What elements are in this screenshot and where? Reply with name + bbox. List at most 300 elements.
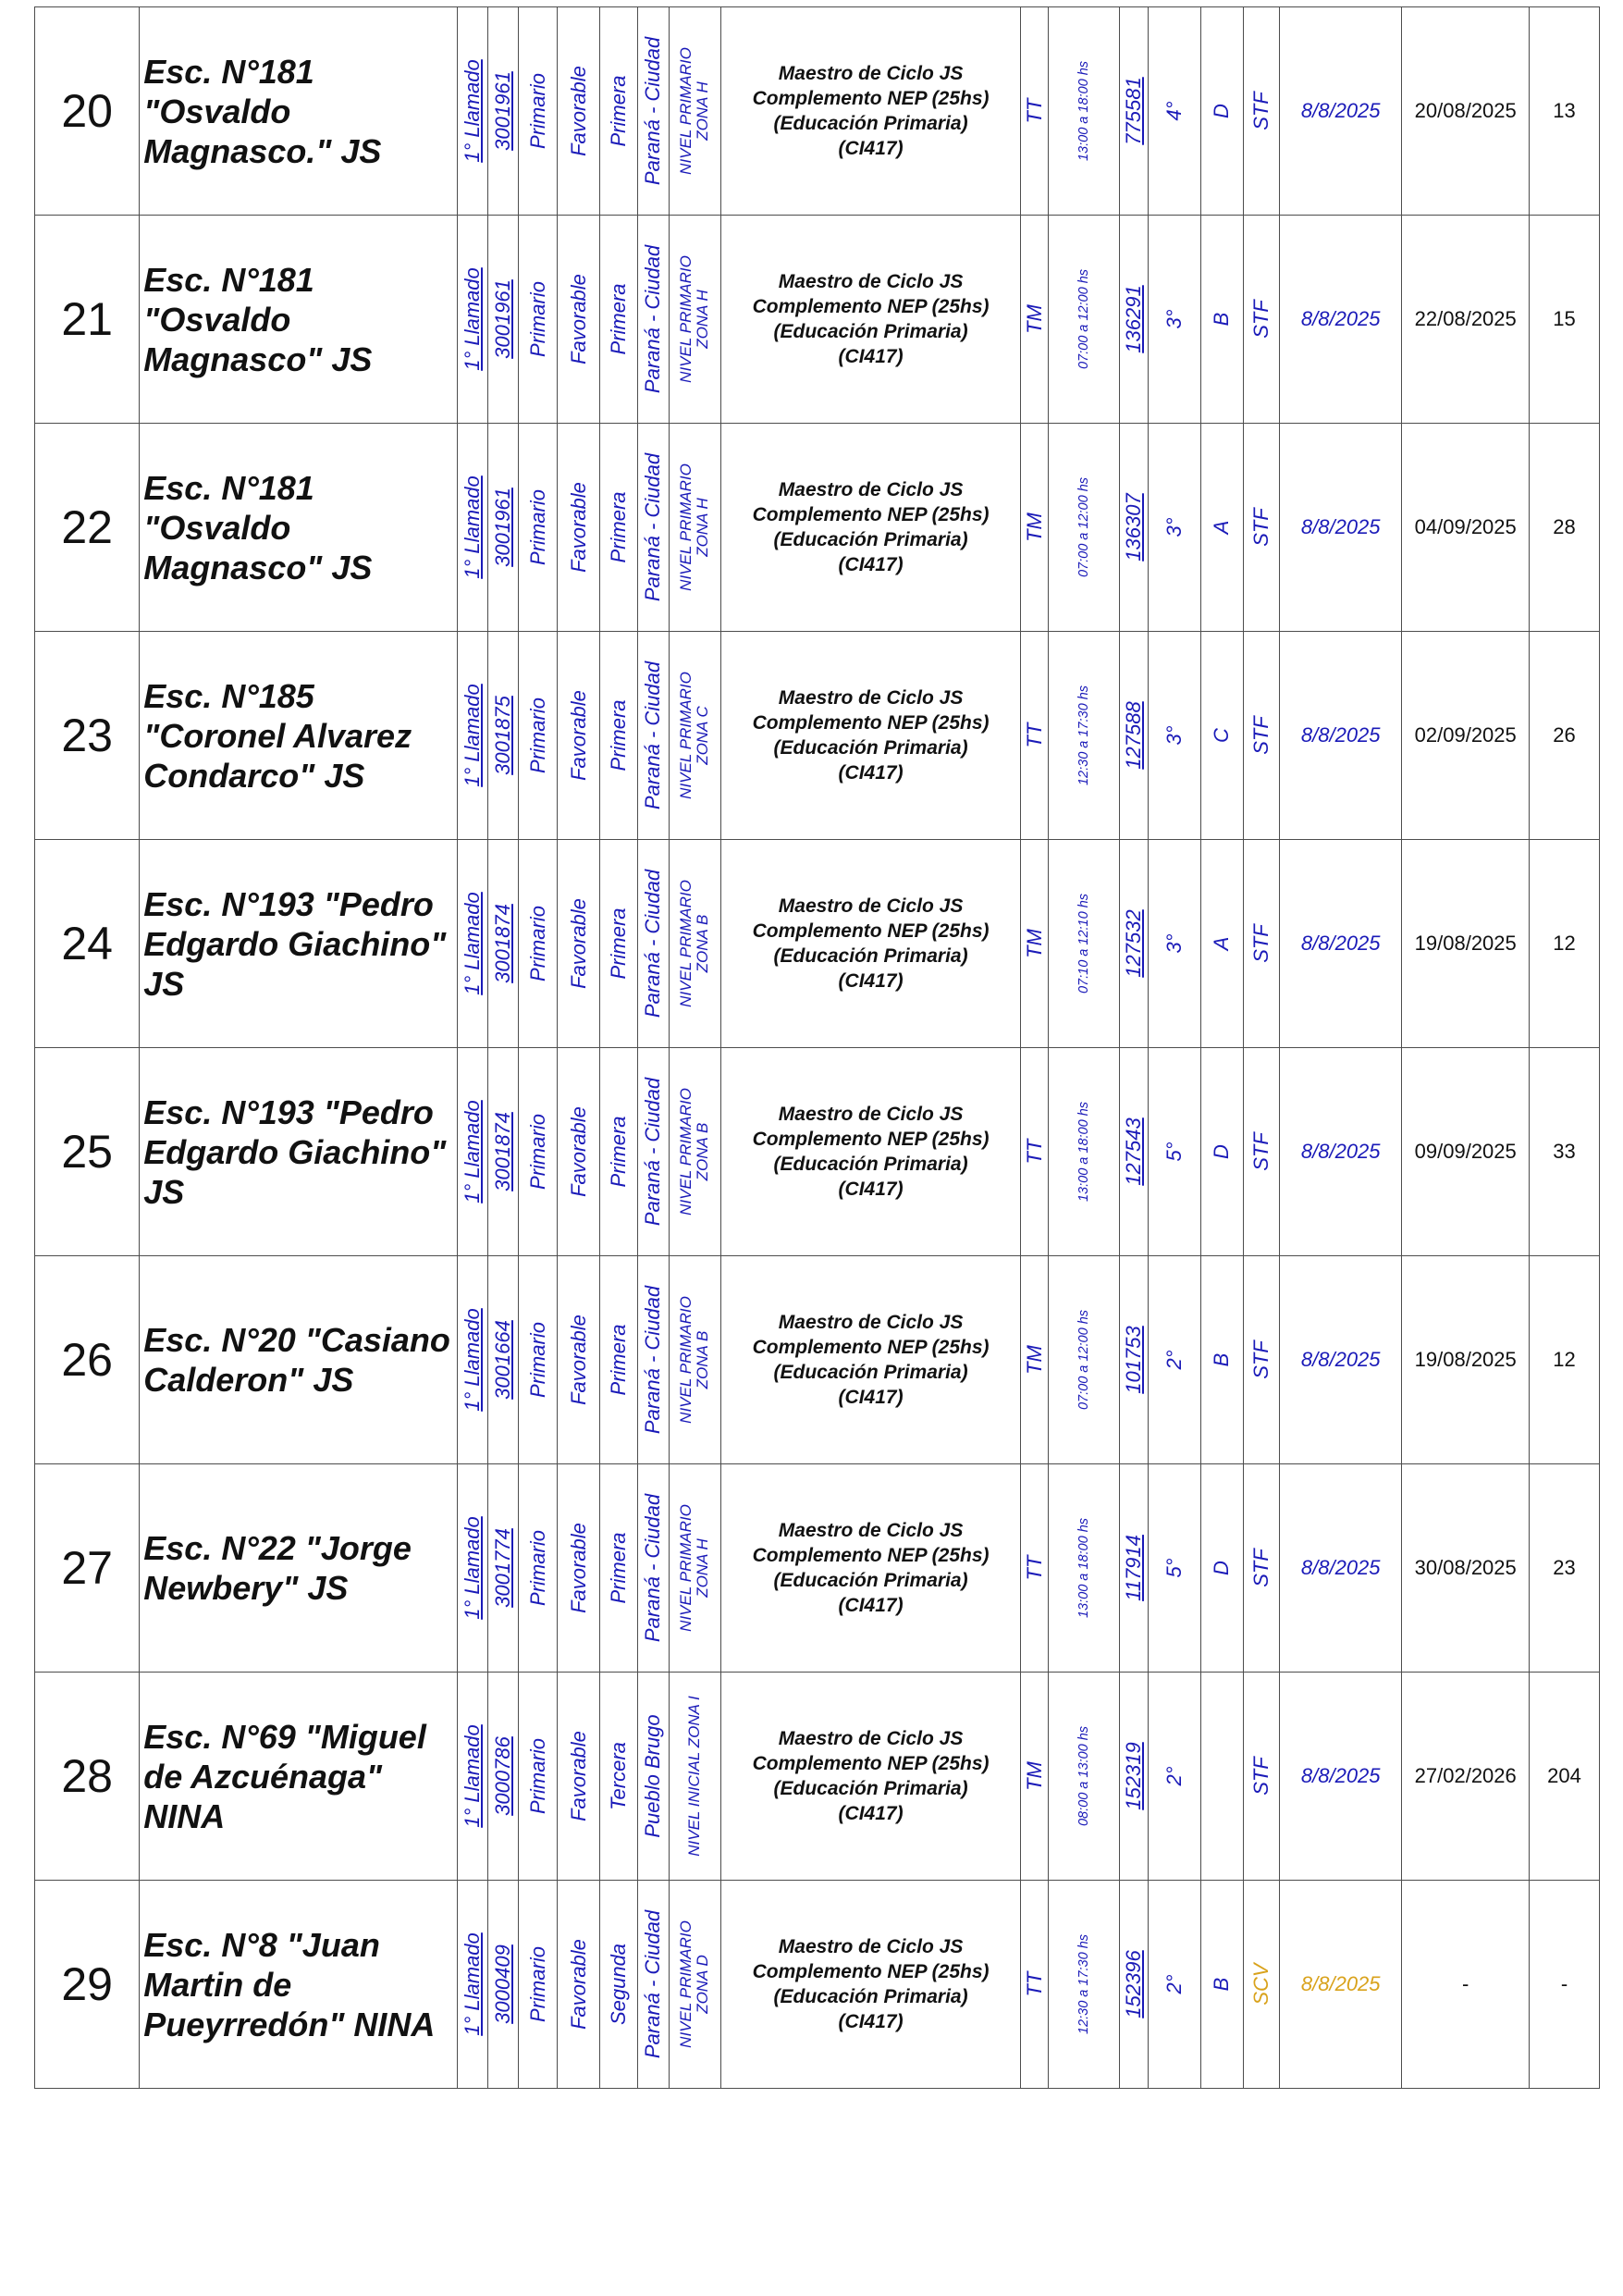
horario: 13:00 a 18:00 hs [1076,60,1092,162]
codigo: 775581 [1122,77,1146,145]
grado: 2° [1162,1766,1187,1786]
nivel-educativo: Primario [525,1530,549,1606]
cargo-line: (Educación Primaria) [773,1362,968,1383]
situacion-cell [1243,424,1279,632]
nivel-educativo-cell [518,1464,557,1673]
dias-count: - [1529,1881,1599,2089]
table-row [35,216,1600,424]
nivel-zona-line: ZONA B [694,1122,712,1181]
dias-count: 12 [1529,1256,1599,1464]
zona-favorable-cell [558,216,600,424]
dias-count: 23 [1529,1464,1599,1673]
fecha-hasta: - [1402,1881,1530,2089]
situacion: STF [1248,924,1273,963]
cargo [721,216,1021,424]
cargo-line: Maestro de Ciclo JS [778,63,964,84]
cargo-line: Maestro de Ciclo JS [778,1936,964,1957]
cargo-line: Complemento NEP (25hs) [752,1337,990,1358]
situacion: STF [1248,300,1273,339]
cargo [721,7,1021,216]
turno: TT [1022,1555,1046,1581]
categoria: Primera [607,283,631,355]
categoria-cell [599,1881,637,2089]
codigo-cell [1120,1256,1149,1464]
cue-code-cell [488,424,518,632]
nivel-zona [678,463,711,591]
dias-count: 13 [1529,7,1599,216]
nivel-zona [678,47,711,175]
horario: 12:30 a 17:30 hs [1076,1933,1092,2035]
zona-favorable: Favorable [566,898,590,989]
nivel-educativo-cell [518,424,557,632]
categoria-cell [599,1673,637,1881]
cargo-line: (CI417) [838,138,904,159]
cue-code-cell [488,1673,518,1881]
llamado: 1° Llamado [461,892,485,995]
dias-count: 204 [1529,1673,1599,1881]
localidad: Paraná - Ciudad [641,660,665,810]
nivel-zona [686,1696,703,1857]
localidad-cell [638,1048,669,1256]
localidad: Paraná - Ciudad [641,1285,665,1435]
codigo-cell [1120,1464,1149,1673]
categoria: Primera [607,699,631,772]
nivel-educativo: Primario [525,1946,549,2022]
seccion-cell [1201,840,1244,1048]
codigo-cell [1120,424,1149,632]
horario-cell [1049,1256,1120,1464]
seccion: A [1210,936,1234,951]
situacion-cell [1243,1256,1279,1464]
cargo [721,1048,1021,1256]
turno-cell [1020,840,1048,1048]
categoria-cell [599,424,637,632]
fecha-inicio: 8/8/2025 [1279,424,1401,632]
dias-count: 28 [1529,424,1599,632]
grado: 3° [1162,725,1187,746]
cue-code: 3001875 [491,696,515,775]
fecha-inicio: 8/8/2025 [1279,7,1401,216]
turno: TT [1022,1971,1046,1997]
nivel-zona-line: ZONA H [694,290,712,349]
zona-favorable-cell [558,1881,600,2089]
fecha-hasta: 19/08/2025 [1402,1256,1530,1464]
cargo [721,1464,1021,1673]
localidad-cell [638,840,669,1048]
codigo: 136291 [1122,285,1146,353]
situacion-cell [1243,1464,1279,1673]
seccion: A [1210,520,1234,535]
fecha-inicio: 8/8/2025 [1279,1881,1401,2089]
grado: 4° [1162,101,1187,121]
situacion-cell [1243,1673,1279,1881]
cargo-line: Complemento NEP (25hs) [752,88,990,109]
nivel-zona-line: NIVEL PRIMARIO [677,1920,695,2048]
grado-cell [1149,1881,1201,2089]
nivel-zona-cell [669,1673,721,1881]
localidad: Paraná - Ciudad [641,1909,665,2059]
cargo-line: (CI417) [838,1803,904,1824]
fecha-inicio: 8/8/2025 [1279,1673,1401,1881]
codigo-cell [1120,216,1149,424]
llamado-cell [458,1673,488,1881]
llamado: 1° Llamado [461,1100,485,1204]
situacion: STF [1248,92,1273,130]
fecha-hasta: 19/08/2025 [1402,840,1530,1048]
localidad: Paraná - Ciudad [641,1493,665,1643]
llamado-cell [458,632,488,840]
localidad: Paraná - Ciudad [641,1077,665,1227]
seccion-cell [1201,7,1244,216]
nivel-educativo: Primario [525,489,549,565]
cargo-line: (CI417) [838,762,904,784]
nivel-educativo-cell [518,632,557,840]
fecha-inicio: 8/8/2025 [1279,216,1401,424]
nivel-educativo: Primario [525,1114,549,1190]
dias-count: 15 [1529,216,1599,424]
nivel-zona [678,1296,711,1424]
seccion-cell [1201,632,1244,840]
nivel-zona-line: ZONA H [694,81,712,141]
horario-cell [1049,1881,1120,2089]
cargo-line: (CI417) [838,346,904,367]
grado: 2° [1162,1974,1187,1994]
cargo-line: (CI417) [838,2011,904,2032]
row-number: 25 [35,1048,140,1256]
table-row [35,632,1600,840]
cargo [721,840,1021,1048]
seccion: C [1210,728,1234,743]
turno-cell [1020,424,1048,632]
zona-favorable-cell [558,840,600,1048]
cue-code-cell [488,840,518,1048]
zona-favorable: Favorable [566,66,590,156]
horario: 07:10 a 12:10 hs [1076,893,1092,994]
zona-favorable: Favorable [566,1315,590,1405]
nivel-educativo-cell [518,7,557,216]
seccion: B [1210,1977,1234,1992]
nivel-educativo-cell [518,840,557,1048]
zona-favorable: Favorable [566,1106,590,1197]
seccion: B [1210,1352,1234,1367]
grado-cell [1149,1256,1201,1464]
categoria-cell [599,840,637,1048]
nivel-zona-line: NIVEL PRIMARIO [677,463,695,591]
turno-cell [1020,1256,1048,1464]
situacion-cell [1243,216,1279,424]
fecha-inicio: 8/8/2025 [1279,1256,1401,1464]
cargo-line: Maestro de Ciclo JS [778,1520,964,1541]
zona-favorable-cell [558,424,600,632]
cargo-line: Maestro de Ciclo JS [778,271,964,292]
table-row [35,840,1600,1048]
situacion: STF [1248,1340,1273,1379]
dias-count: 12 [1529,840,1599,1048]
horario-cell [1049,216,1120,424]
nivel-zona-line: ZONA B [694,1330,712,1389]
nivel-zona-cell [669,1048,721,1256]
zona-favorable-cell [558,7,600,216]
table-row [35,1256,1600,1464]
categoria: Primera [607,491,631,563]
situacion: STF [1248,508,1273,547]
cargo-line: Complemento NEP (25hs) [752,1961,990,1982]
turno: TT [1022,98,1046,124]
school-name: Esc. N°181 "Osvaldo Magnasco" JS [140,216,458,424]
nivel-zona-cell [669,1464,721,1673]
llamado-cell [458,840,488,1048]
llamado: 1° Llamado [461,475,485,579]
zona-favorable: Favorable [566,1939,590,2030]
localidad-cell [638,632,669,840]
cargo [721,424,1021,632]
codigo-cell [1120,1673,1149,1881]
zona-favorable: Favorable [566,482,590,573]
nivel-educativo: Primario [525,73,549,149]
zona-favorable: Favorable [566,690,590,781]
llamado-cell [458,1464,488,1673]
llamado-cell [458,7,488,216]
fecha-hasta: 09/09/2025 [1402,1048,1530,1256]
turno: TM [1022,304,1046,334]
cargo [721,1673,1021,1881]
nivel-educativo: Primario [525,906,549,981]
nivel-educativo: Primario [525,1322,549,1398]
nivel-zona-cell [669,424,721,632]
seccion-cell [1201,1256,1244,1464]
nivel-educativo-cell [518,1881,557,2089]
grado: 3° [1162,933,1187,954]
school-name: Esc. N°8 "Juan Martin de Pueyrredón" NINA [140,1881,458,2089]
cue-code-cell [488,632,518,840]
situacion: STF [1248,716,1273,755]
horario-cell [1049,1673,1120,1881]
nivel-zona-line: ZONA H [694,498,712,557]
fecha-inicio: 8/8/2025 [1279,1048,1401,1256]
cue-code: 3001774 [491,1528,515,1608]
cargo-line: (Educación Primaria) [773,1154,968,1175]
localidad-cell [638,216,669,424]
localidad-cell [638,1881,669,2089]
categoria-cell [599,1464,637,1673]
situacion-cell [1243,632,1279,840]
localidad-cell [638,1673,669,1881]
nivel-zona [678,672,711,799]
seccion-cell [1201,1881,1244,2089]
school-name: Esc. N°181 "Osvaldo Magnasco" JS [140,424,458,632]
turno-cell [1020,7,1048,216]
localidad-cell [638,1256,669,1464]
row-number: 20 [35,7,140,216]
nivel-zona [678,880,711,1007]
categoria: Tercera [607,1742,631,1810]
localidad: Paraná - Ciudad [641,452,665,602]
nivel-zona-line: NIVEL INICIAL ZONA I [685,1696,704,1857]
school-name: Esc. N°193 "Pedro Edgardo Giachino" JS [140,1048,458,1256]
cargo-line: (Educación Primaria) [773,945,968,967]
horario-cell [1049,424,1120,632]
cue-code: 3001664 [491,1320,515,1400]
nivel-educativo-cell [518,1048,557,1256]
cue-code: 3001961 [491,71,515,151]
nivel-zona-line: NIVEL PRIMARIO [677,1504,695,1632]
fecha-hasta: 02/09/2025 [1402,632,1530,840]
grado-cell [1149,216,1201,424]
cargo-line: (CI417) [838,1387,904,1408]
grado-cell [1149,840,1201,1048]
categoria-cell [599,1256,637,1464]
zona-favorable-cell [558,1048,600,1256]
cargo-line: (Educación Primaria) [773,1778,968,1799]
cue-code-cell [488,1256,518,1464]
turno: TM [1022,1761,1046,1791]
turno: TT [1022,1139,1046,1165]
nivel-zona-line: ZONA D [694,1955,712,2014]
llamado-cell [458,1048,488,1256]
nivel-zona-line: NIVEL PRIMARIO [677,1296,695,1424]
nivel-zona-line: ZONA H [694,1538,712,1598]
nivel-educativo-cell [518,1673,557,1881]
horario: 08:00 a 13:00 hs [1076,1725,1092,1827]
localidad: Paraná - Ciudad [641,244,665,394]
school-name: Esc. N°193 "Pedro Edgardo Giachino" JS [140,840,458,1048]
row-number: 26 [35,1256,140,1464]
nivel-zona-cell [669,7,721,216]
seccion-cell [1201,1048,1244,1256]
categoria-cell [599,1048,637,1256]
categoria: Primera [607,907,631,980]
categoria: Primera [607,1324,631,1396]
fecha-hasta: 04/09/2025 [1402,424,1530,632]
seccion-cell [1201,1673,1244,1881]
grado-cell [1149,632,1201,840]
grado: 2° [1162,1350,1187,1370]
grado-cell [1149,1673,1201,1881]
turno-cell [1020,1881,1048,2089]
nivel-zona-line: NIVEL PRIMARIO [677,880,695,1007]
seccion-cell [1201,216,1244,424]
grado: 5° [1162,1142,1187,1162]
localidad-cell [638,1464,669,1673]
horario-cell [1049,1048,1120,1256]
llamado: 1° Llamado [461,684,485,787]
codigo-cell [1120,1048,1149,1256]
fecha-inicio: 8/8/2025 [1279,632,1401,840]
cargo-line: Complemento NEP (25hs) [752,920,990,942]
cue-code-cell [488,1464,518,1673]
turno-cell [1020,1673,1048,1881]
cargo [721,1881,1021,2089]
cargo-line: Complemento NEP (25hs) [752,1753,990,1774]
row-number: 23 [35,632,140,840]
cargo [721,632,1021,840]
localidad: Paraná - Ciudad [641,36,665,186]
nivel-zona [678,1920,711,2048]
table-row [35,1673,1600,1881]
row-number: 21 [35,216,140,424]
horario-cell [1049,7,1120,216]
cargo-line: (CI417) [838,1179,904,1200]
llamado: 1° Llamado [461,1724,485,1828]
nivel-educativo: Primario [525,697,549,773]
horario: 12:30 a 17:30 hs [1076,685,1092,786]
cargo-line: Complemento NEP (25hs) [752,1545,990,1566]
llamado-cell [458,1881,488,2089]
cargo [721,1256,1021,1464]
zona-favorable-cell [558,1256,600,1464]
fecha-inicio: 8/8/2025 [1279,1464,1401,1673]
cue-code: 3000409 [491,1944,515,2024]
turno: TT [1022,722,1046,748]
nivel-zona [678,1504,711,1632]
turno: TM [1022,512,1046,542]
seccion: B [1210,312,1234,327]
situacion: STF [1248,1549,1273,1587]
turno-cell [1020,632,1048,840]
table-row [35,7,1600,216]
nivel-educativo: Primario [525,281,549,357]
cue-code-cell [488,1881,518,2089]
llamado: 1° Llamado [461,1308,485,1412]
cargo-line: Maestro de Ciclo JS [778,1104,964,1125]
zona-favorable-cell [558,1673,600,1881]
turno: TM [1022,929,1046,958]
cargo-line: Maestro de Ciclo JS [778,1728,964,1749]
situacion: STF [1248,1132,1273,1171]
cargo-line: (Educación Primaria) [773,321,968,342]
cargo-line: (Educación Primaria) [773,529,968,550]
cue-code-cell [488,1048,518,1256]
codigo-cell [1120,840,1149,1048]
llamado-cell [458,1256,488,1464]
zona-favorable: Favorable [566,1523,590,1613]
grado-cell [1149,7,1201,216]
row-number: 22 [35,424,140,632]
horario: 13:00 a 18:00 hs [1076,1517,1092,1619]
school-name: Esc. N°20 "Casiano Calderon" JS [140,1256,458,1464]
dias-count: 26 [1529,632,1599,840]
table-row [35,1464,1600,1673]
categoria-cell [599,632,637,840]
categoria-cell [599,216,637,424]
nivel-zona-line: NIVEL PRIMARIO [677,47,695,175]
localidad-cell [638,7,669,216]
horario: 13:00 a 18:00 hs [1076,1101,1092,1203]
seccion: D [1210,1144,1234,1159]
zona-favorable: Favorable [566,1731,590,1821]
vacancy-table [34,6,1600,2089]
cargo-line: Complemento NEP (25hs) [752,712,990,734]
seccion-cell [1201,1464,1244,1673]
cargo-line: (CI417) [838,970,904,992]
grado: 5° [1162,1558,1187,1578]
codigo-cell [1120,7,1149,216]
localidad: Pueblo Brugo [641,1714,665,1838]
seccion-cell [1201,424,1244,632]
table-row [35,1881,1600,2089]
situacion-cell [1243,1881,1279,2089]
situacion: STF [1248,1757,1273,1796]
codigo: 136307 [1122,493,1146,562]
school-name: Esc. N°69 "Miguel de Azcuénaga" NINA [140,1673,458,1881]
nivel-zona [678,255,711,383]
cue-code: 3001961 [491,488,515,567]
cue-code: 3000786 [491,1736,515,1816]
fecha-hasta: 30/08/2025 [1402,1464,1530,1673]
horario-cell [1049,840,1120,1048]
zona-favorable-cell [558,632,600,840]
turno-cell [1020,1464,1048,1673]
